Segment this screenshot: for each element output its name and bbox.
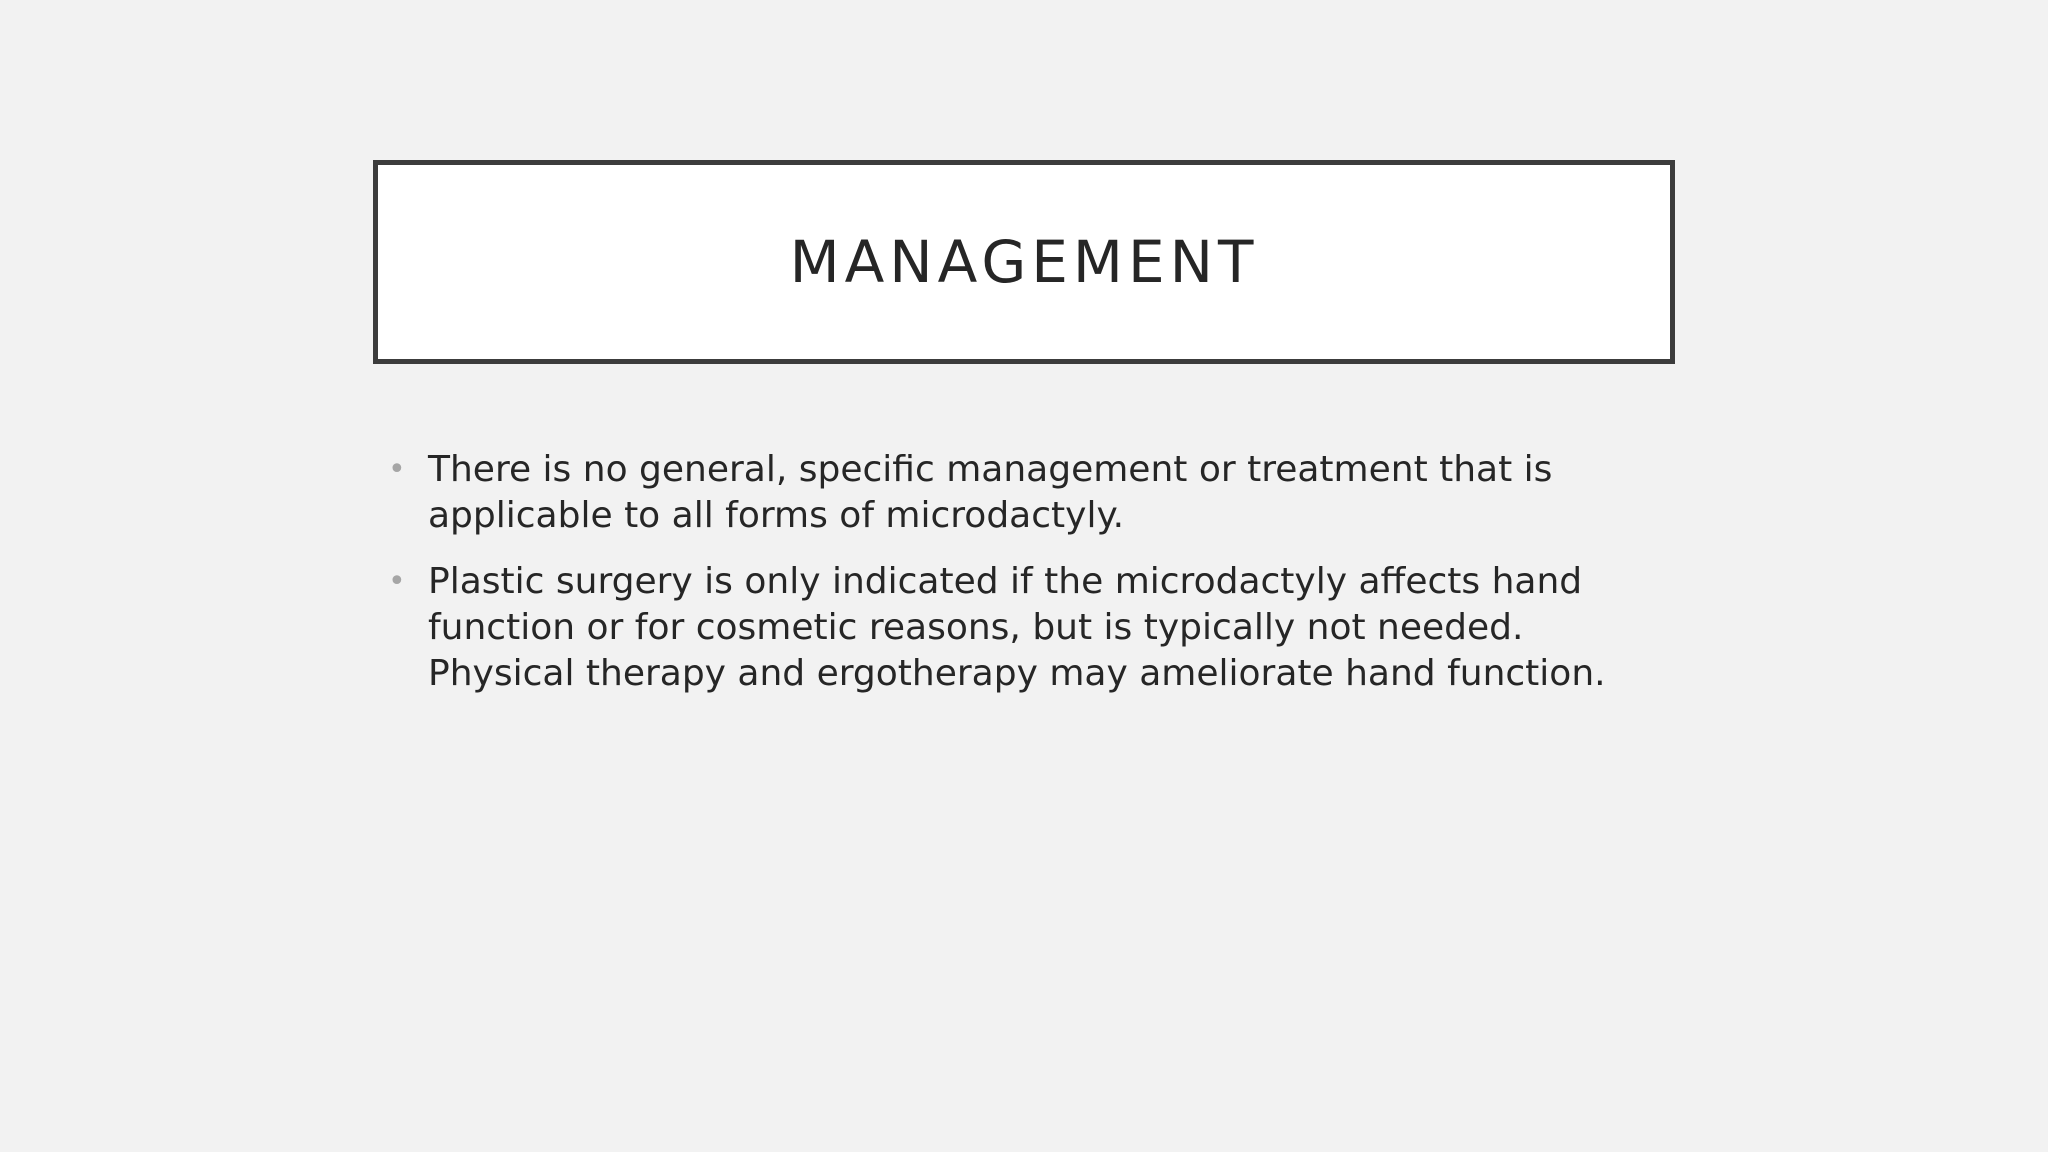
bullet-text: Plastic surgery is only indicated if the microdactyly affects hand function or for cosmetic reasons, but is typically not needed. Physical therapy and ergotherapy may ameliorate hand function. <box>428 561 1606 694</box>
bullet-item <box>380 559 1670 697</box>
slide-title: MANAGEMENT <box>789 228 1259 296</box>
title-box <box>373 160 1675 364</box>
bullet-item <box>380 447 1670 539</box>
slide-body <box>380 447 1670 717</box>
bullet-icon: • <box>388 564 406 599</box>
bullet-text: There is no general, specific management or treatment that is applicable to all forms of microdactyly. <box>428 449 1553 536</box>
bullet-list <box>380 447 1670 697</box>
bullet-icon: • <box>388 452 406 487</box>
